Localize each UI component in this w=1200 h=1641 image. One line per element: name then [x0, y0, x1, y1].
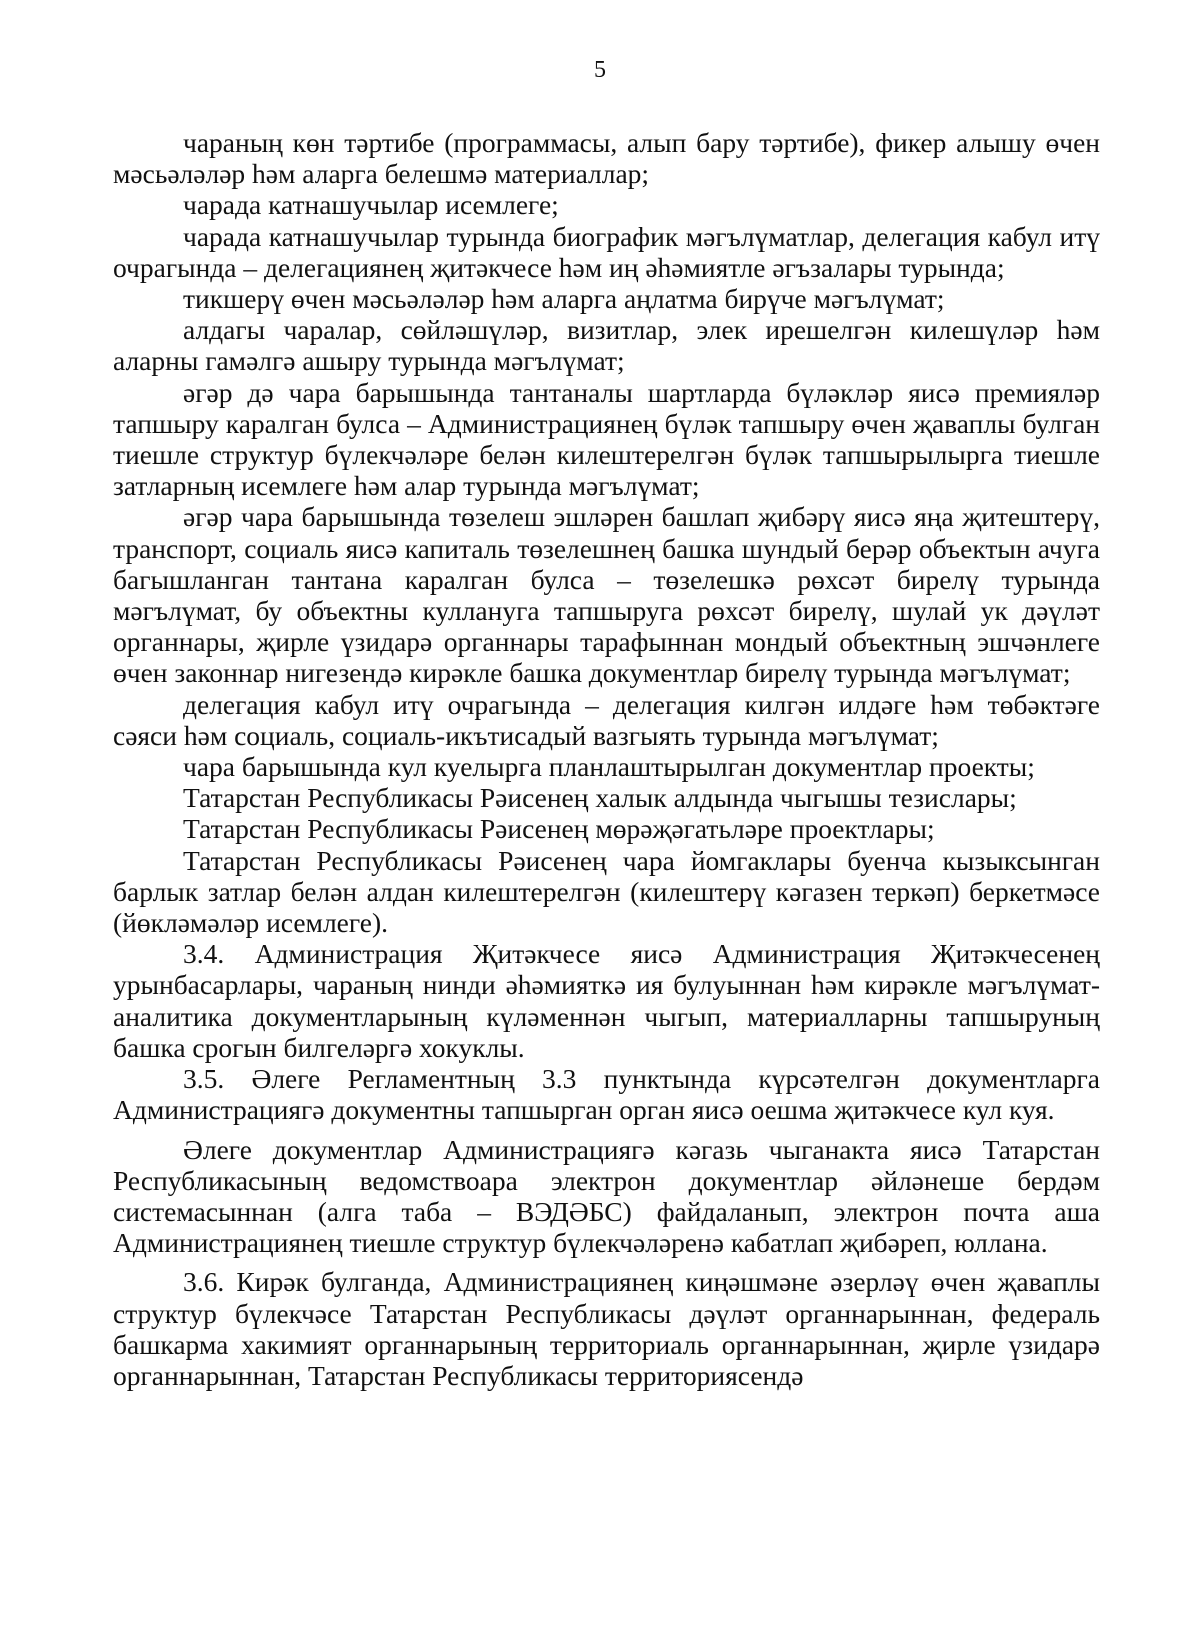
paragraph-delegation-context: делегация кабул итү очрагында – делегация килгән илдәге һәм төбәктәге сәяси һәм социаль, социаль-икътисадый вазгыять турында мәгълүмат;	[113, 688, 1100, 751]
paragraph-draft-documents: чара барышында кул куелырга планлаштырылган документлар проекты;	[183, 751, 1035, 783]
paragraph-section-3-6: 3.6. Кирәк булганда, Администрациянең киңәшмәне әзерләү өчен җаваплы структур бүлекчәсе Татарстан Республикасы дәүләт органнарыннан, федераль башкарма хакимият органнарының территориаль органнарыннан, җирле үзидарә органнарыннан, Татарстан Республикасы территориясендә	[113, 1266, 1100, 1391]
paragraph-discussion-info: тикшерү өчен мәсьәләләр һәм аларга аңлатма бирүче мәгълүмат;	[183, 283, 945, 315]
paragraph-previous-events: алдагы чаралар, сөйләшүләр, визитлар, элек ирешелгән килешүләр һәм аларны гамәлгә ашыру турында мәгълүмат;	[113, 314, 1100, 377]
paragraph-section-3-5: 3.5. Әлеге Регламентның 3.3 пунктында күрсәтелгән документларга Администрациягә документны тапшырган орган яисә оешма җитәкчесе кул куя.	[113, 1063, 1100, 1126]
page-number: 5	[594, 57, 606, 83]
paragraph-construction-opening: әгәр чара барышында төзелеш эшләрен башлап җибәрү яисә яңа җитештерү, транспорт, социаль яисә капиталь төзелешнең башка шундый берәр объектын ачуга багышланган тантана каралган булса – төзелешкә рөхсәт бирелү турында мәгълүмат, бу объектны куллануга тапшыруга рөхсәт бирелү, шулай ук дәүләт органнары, җирле үзидарә органнары тарафыннан мондый объектның эшчәнлеге өчен законнар нигезендә кирәкле башка документлар бирелү турында мәгълүмат;	[113, 501, 1100, 689]
paragraph-speech-theses: Татарстан Республикасы Рәисенең халык алдында чыгышы тезислары;	[183, 782, 1017, 814]
paragraph-agenda-materials: чараның көн тәртибе (программасы, алып бару тәртибе), фикер алышу өчен мәсьәләләр һәм аларга белешмә материаллар;	[113, 127, 1100, 190]
paragraph-section-3-4: 3.4. Администрация Җитәкчесе яисә Администрация Җитәкчесенең урынбасарлары, чараның нинди әһәмияткә ия булуыннан һәм кирәкле мәгълүмат-аналитика документларының күләменнән чыгып, материалларны тапшыруның башка срогын билгеләргә хокуклы.	[113, 938, 1100, 1063]
paragraph-awards: әгәр дә чара барышында тантаналы шартларда бүләкләр яисә премияләр тапшыру каралган булса – Администрациянең бүләк тапшыру өчен җаваплы булган тиешле структур бүлекчәләре белән килештерелгән бүләк тапшырылырга тиешле затларның исемлеге һәм алар турында мәгълүмат;	[113, 376, 1100, 502]
paragraph-biographical-info: чарада катнашучылар турында биографик мәгълүматлар, делегация кабул итү очрагында – делегациянең җитәкчесе һәм иң әһәмиятле әгъзалары турында;	[113, 220, 1100, 283]
document-body	[113, 127, 1100, 1391]
paragraph-document-submission: Әлеге документлар Администрациягә кәгазь чыганакта яисә Татарстан Республикасының ведомствоара электрон документлар әйләнеше бердәм системасыннан (алга таба – ВЭДӘБС) файдаланып, электрон почта аша Администрациянең тиешле структур бүлекчәләренә кабатлап җибәреп, юллана.	[113, 1133, 1100, 1259]
paragraph-final-protocol: Татарстан Республикасы Рәисенең чара йомгаклары буенча кызыксынган барлык затлар белән алдан килештерелгән (килештерү кәгазен теркәп) беркетмәсе (йөкләмәләр исемлеге).	[113, 844, 1100, 939]
paragraph-participants-list: чарада катнашучылар исемлеге;	[183, 189, 559, 221]
paragraph-address-drafts: Татарстан Республикасы Рәисенең мөрәҗәгатьләре проектлары;	[183, 813, 935, 845]
